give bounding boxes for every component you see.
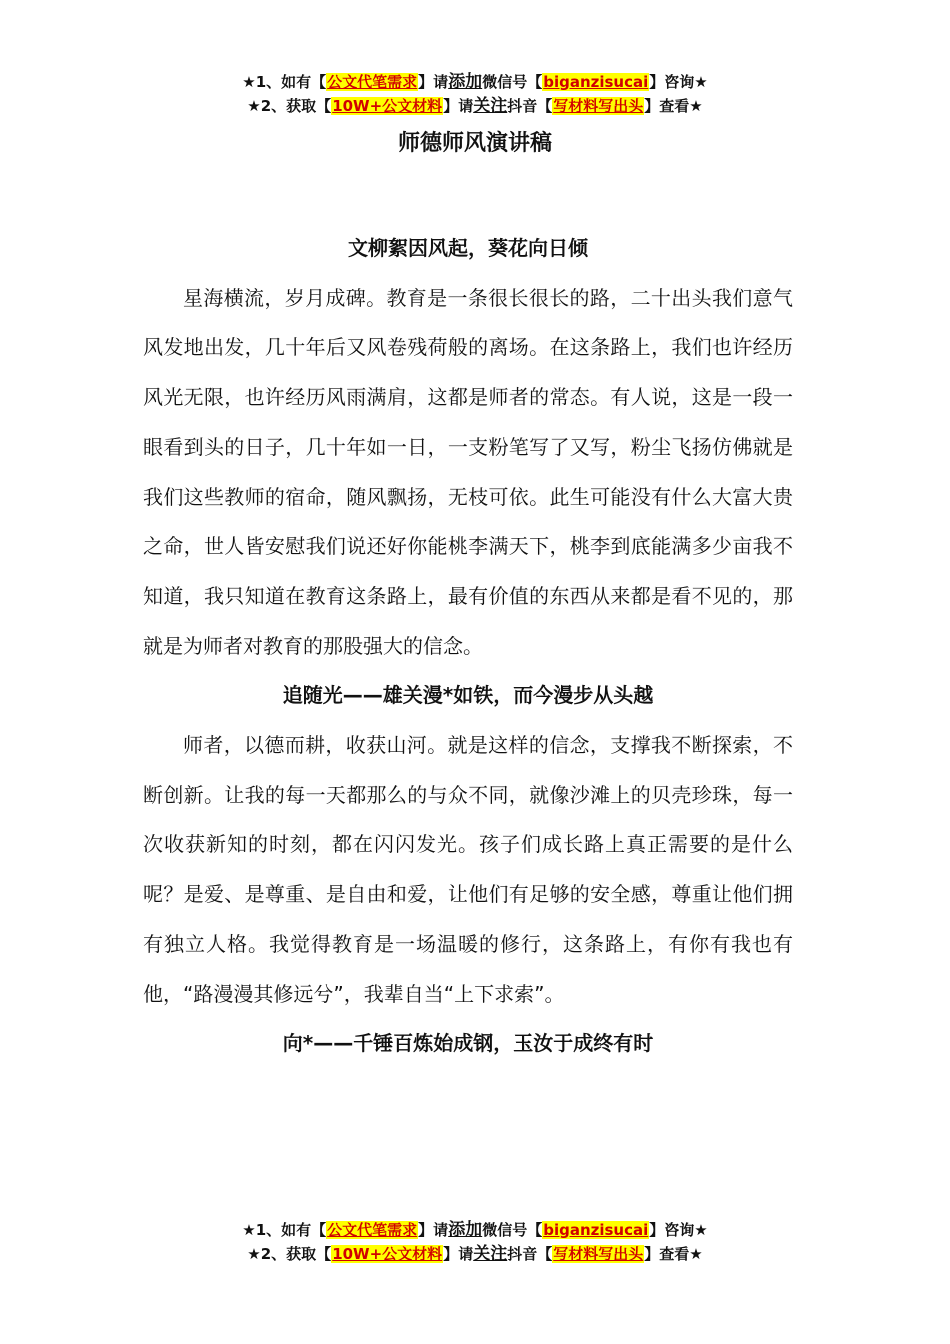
banner-text: 】查看★: [644, 97, 703, 115]
banner-line-1: [0, 70, 950, 94]
section-heading-2: 追随光——雄关漫*如铁，而今漫步从头越: [282, 683, 654, 708]
banner-text: ★1、如有【: [242, 1221, 327, 1239]
document-body: [143, 224, 793, 1069]
highlight-service: 公文代笔需求: [327, 1221, 418, 1239]
banner-line-2: [0, 1242, 950, 1266]
banner-text: 】请: [443, 97, 474, 115]
banner-text: 抖音【: [507, 97, 553, 115]
underlined-follow: 关注: [473, 1244, 508, 1264]
underlined-add: 添加: [448, 72, 483, 92]
section-paragraph-2: 师者，以德而耕，收获山河。就是这样的信念，支撑我不断探索，不断创新。让我的每一天都那么的与众不同，就像沙滩上的贝壳珍珠，每一次收获新知的时刻，都在闪闪发光。孩子们成长路上真正需要的是什么呢？是爱、是尊重、是自由和爱，让他们有足够的安全感，尊重让他们拥有独立人格。我觉得教育是一场温暖的修行，这条路上，有你有我也有他，“路漫漫其修远兮”，我辈自当“上下求索”。: [143, 733, 793, 1006]
section-paragraph-1: 星海横流，岁月成碑。教育是一条很长很长的路，二十出头我们意气风发地出发，几十年后又风卷残荷般的离场。在这条路上，我们也许经历风光无限，也许经历风雨满肩，这都是师者的常态。有人说，这是一段一眼看到头的日子，几十年如一日，一支粉笔写了又写，粉尘飞扬仿佛就是我们这些教师的宿命，随风飘扬，无枝可依。此生可能没有什么大富大贵之命，世人皆安慰我们说还好你能桃李满天下，桃李到底能满多少亩我不知道，我只知道在教育这条路上，最有价值的东西从来都是看不见的，那就是为师者对教育的那股强大的信念。: [143, 285, 793, 658]
banner-text: 抖音【: [507, 1245, 553, 1263]
highlight-materials: 10W+公文材料: [332, 97, 443, 115]
banner-text: 】咨询★: [649, 73, 708, 91]
highlight-wechat-id: biganzisucai: [543, 73, 649, 91]
banner-text: 】请: [418, 73, 449, 91]
banner-text: 微信号【: [482, 73, 543, 91]
banner-text: ★1、如有【: [242, 73, 327, 91]
underlined-add: 添加: [448, 1220, 483, 1240]
banner-text: 】咨询★: [649, 1221, 708, 1239]
section-heading-1: 文柳絮因风起，葵花向日倾: [348, 236, 588, 260]
banner-text: ★2、获取【: [247, 97, 332, 115]
banner-text: 微信号【: [482, 1221, 543, 1239]
section-heading-3: 向*——千锤百炼始成钢，玉汝于成终有时: [282, 1031, 654, 1056]
underlined-follow: 关注: [473, 96, 508, 116]
highlight-service: 公文代笔需求: [327, 73, 418, 91]
highlight-douyin-account: 写材料写出头: [553, 97, 644, 115]
highlight-materials: 10W+公文材料: [332, 1245, 443, 1263]
banner-text: 】请: [443, 1245, 474, 1263]
top-banner: [0, 70, 950, 118]
document-title: 师德师风演讲稿: [397, 131, 552, 156]
banner-line-1: [0, 1218, 950, 1242]
banner-text: 】查看★: [644, 1245, 703, 1263]
highlight-wechat-id: biganzisucai: [543, 1221, 649, 1239]
banner-text: 】请: [418, 1221, 449, 1239]
banner-text: ★2、获取【: [247, 1245, 332, 1263]
highlight-douyin-account: 写材料写出头: [553, 1245, 644, 1263]
bottom-banner: [0, 1218, 950, 1266]
banner-line-2: [0, 94, 950, 118]
